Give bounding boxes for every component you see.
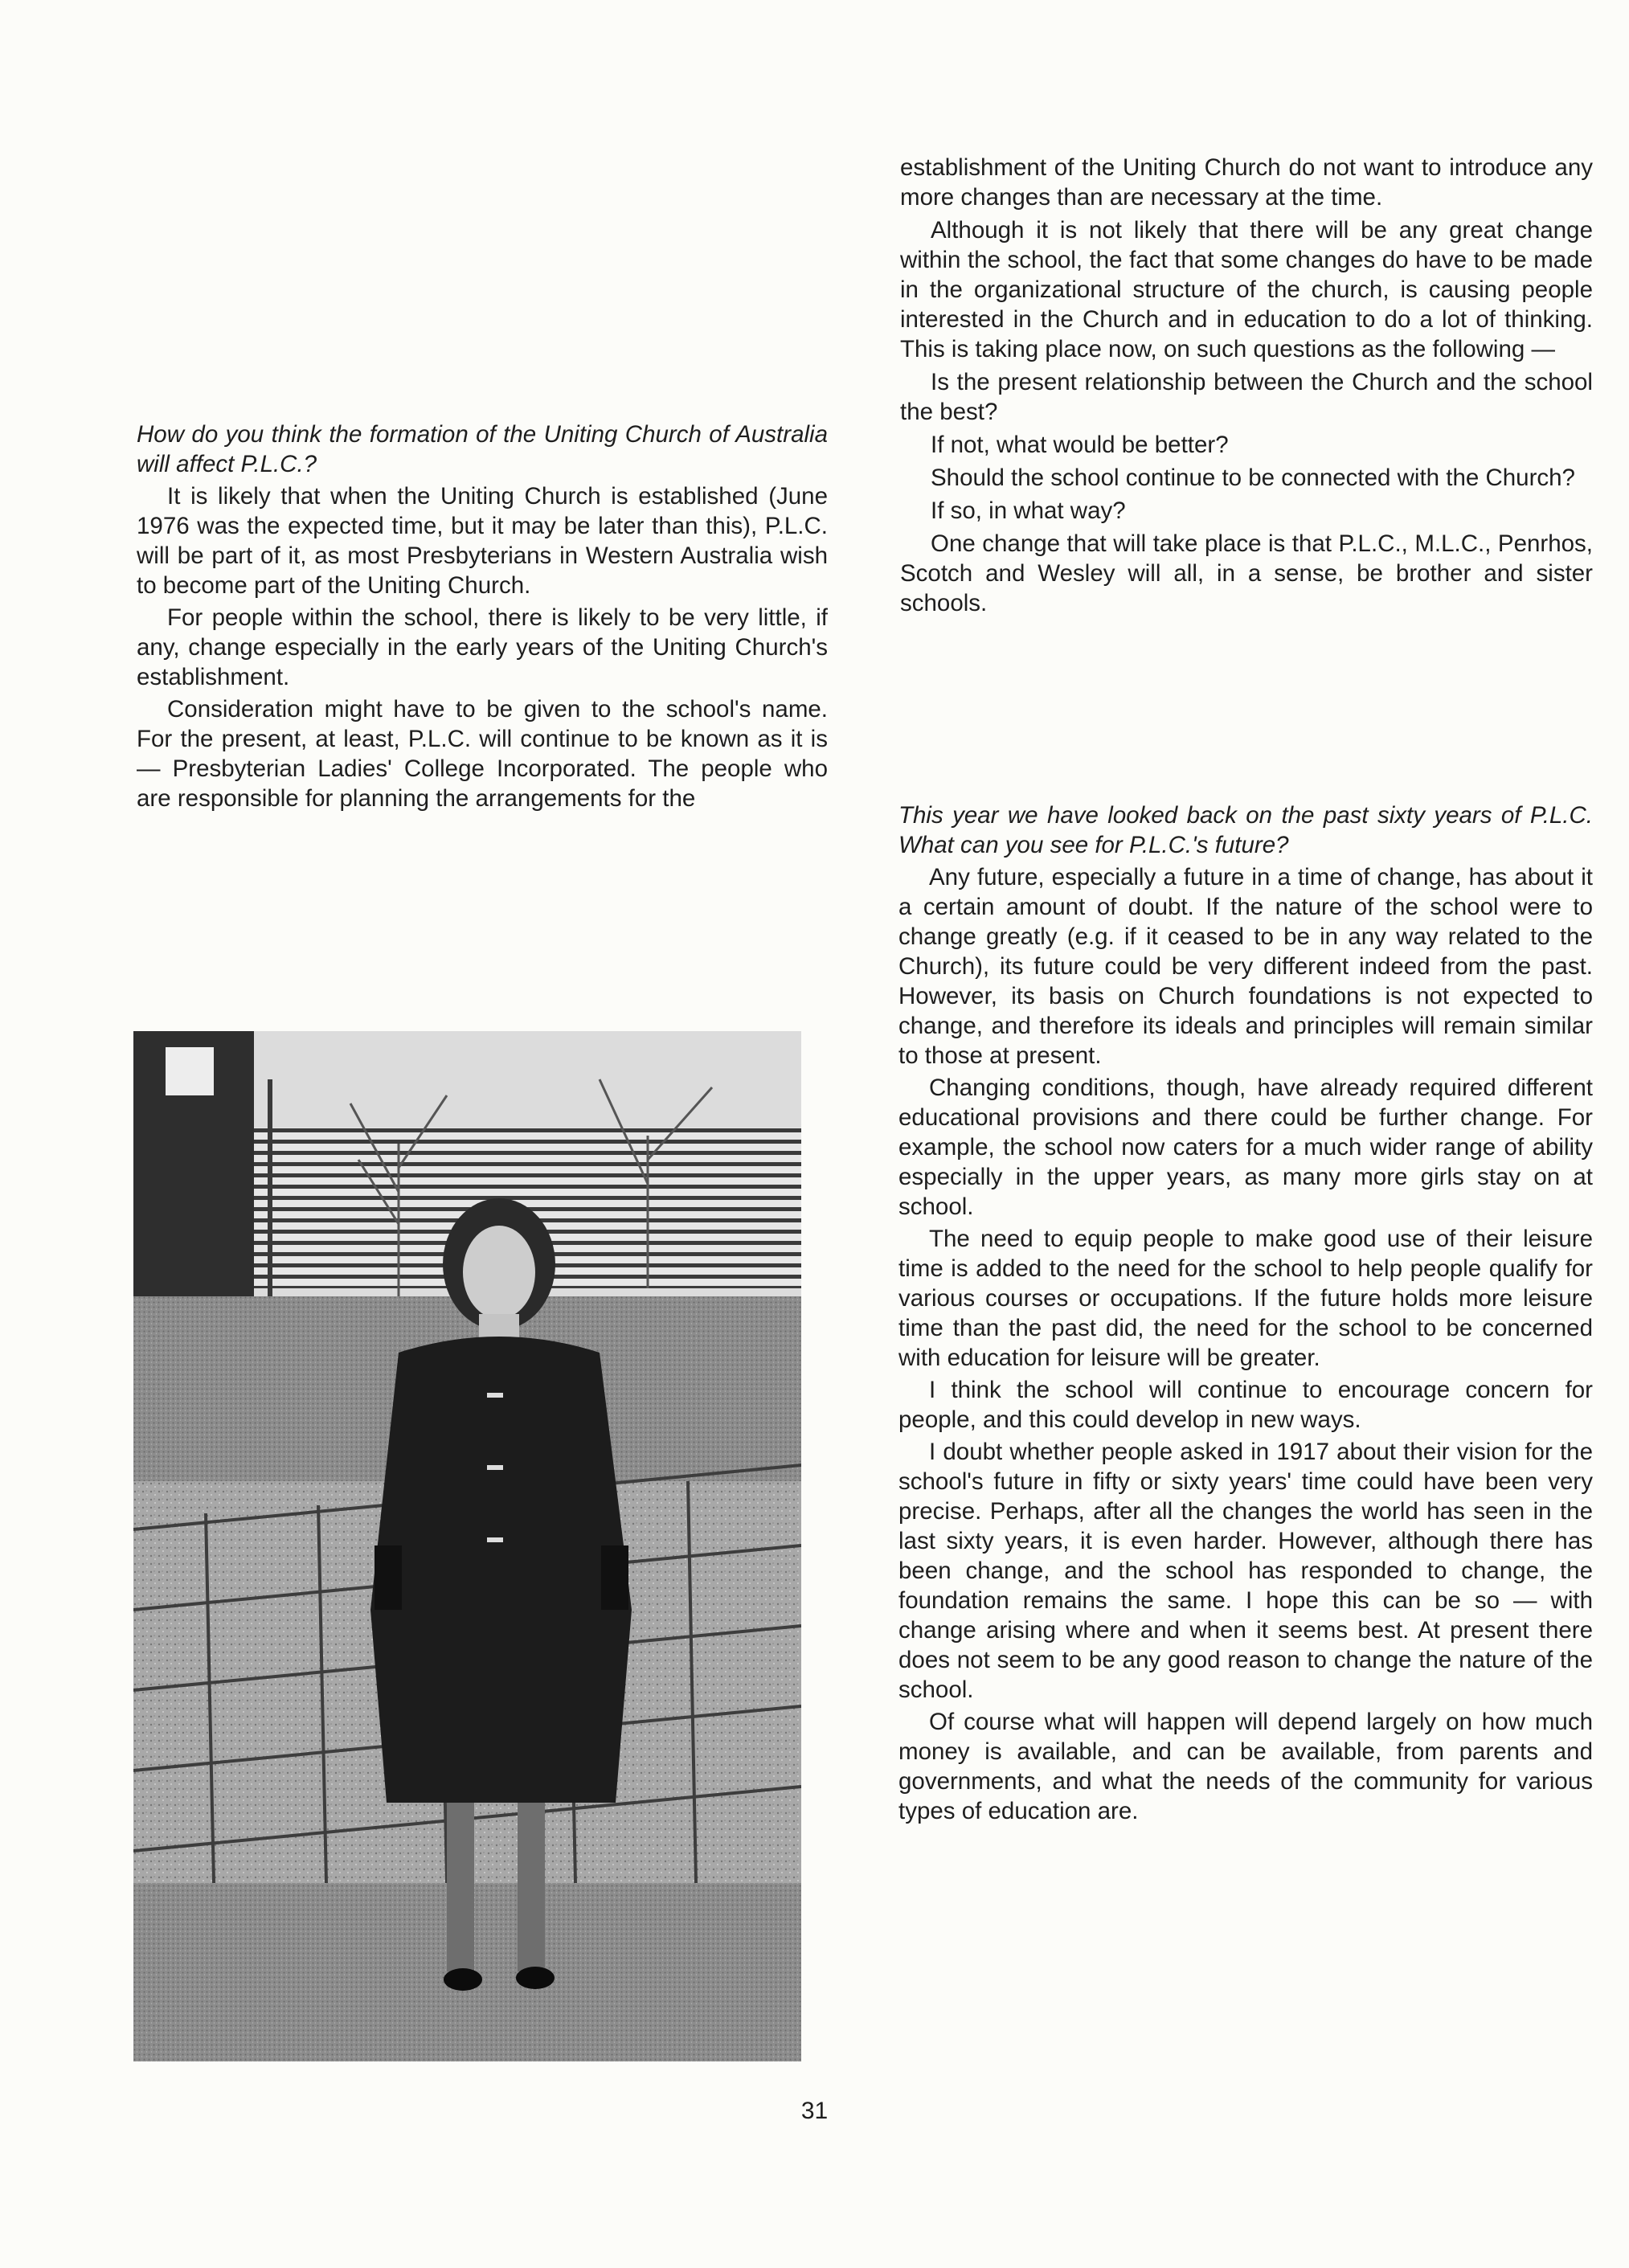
paragraph: For people within the school, there is likely to be very little, if any, change especially in the early years of the Uniting Church's establishment. (137, 604, 828, 690)
paragraph: If so, in what way? (931, 497, 1126, 524)
paragraph: Although it is not likely that there will be any great change within the school, the fact that some changes do have to be made in the organizational structure of the church, is causing people interested in the Church and in education to do a lot of thinking. This is taking place now, on such questions as the following — (900, 217, 1593, 362)
paragraph: I doubt whether people asked in 1917 about their vision for the school's future in fifty or sixty years' time could have been very precise. Perhaps, after all the changes the world has seen in the last sixty years, it is even harder. However, although there has been change, and the school has responded to change, the foundation remains the same. I hope this can be so — with change arising where and when it seems best. At present there does not seem to be any good reason to change the nature of the school. (898, 1439, 1593, 1703)
photo-woman-by-stone-wall (133, 1031, 801, 2061)
paragraph: Is the present relationship between the Church and the school the best? (900, 369, 1593, 425)
left-column (137, 420, 828, 816)
page-number: 31 (800, 2098, 829, 2124)
paragraph: I think the school will continue to encourage concern for people, and this could develop in new ways. (898, 1377, 1593, 1433)
paragraph: establishment of the Uniting Church do not want to introduce any more changes than are necessary at the time. (900, 154, 1593, 211)
paragraph: It is likely that when the Uniting Church is established (June 1976 was the expected time, but it may be later than this), P.L.C. will be part of it, as most Presbyterians in Western Australia wish to become part of the Uniting Church. (137, 483, 828, 599)
paragraph: Any future, especially a future in a time of change, has about it a certain amount of doubt. If the nature of the school were to change greatly (e.g. if it ceased to be in any way related to the Church), its future could be very different indeed from the past. However, its basis on Church foundations is not expected to change, and therefore its ideals and principles will remain similar to those at present. (898, 864, 1593, 1069)
question-future: This year we have looked back on the past sixty years of P.L.C. What can you see for P.L.C.'s future? (898, 802, 1593, 858)
right-column-top (900, 153, 1593, 621)
right-column-bottom (898, 800, 1593, 1828)
paragraph: Consideration might have to be given to the school's name. For the present, at least, P.L.C. will continue to be known as it is — Presbyterian Ladies' College Incorporated. The people who are responsible for planning the arrangements for the (137, 696, 828, 812)
paragraph: Changing conditions, though, have already required different educational provisions and there could be further change. For example, the school now caters for a much wider range of ability especially in the upper years, as many more girls stay on at school. (898, 1075, 1593, 1220)
paragraph: Should the school continue to be connected with the Church? (931, 465, 1575, 491)
paragraph: One change that will take place is that P.L.C., M.L.C., Penrhos, Scotch and Wesley will all, in a sense, be brother and sister schools. (900, 530, 1593, 616)
paragraph: The need to equip people to make good use of their leisure time is added to the need for the school to help people qualify for various courses or occupations. If the future holds more leisure time than the past did, the need for the school to be concerned with education for leisure will be greater. (898, 1226, 1593, 1371)
paragraph: If not, what would be better? (931, 432, 1229, 458)
paragraph: Of course what will happen will depend largely on how much money is available, and can be available, from parents and governments, and what the needs of the community for various types of education are. (898, 1709, 1593, 1824)
question-uniting-church: How do you think the formation of the Uniting Church of Australia will affect P.L.C.? (137, 421, 828, 477)
